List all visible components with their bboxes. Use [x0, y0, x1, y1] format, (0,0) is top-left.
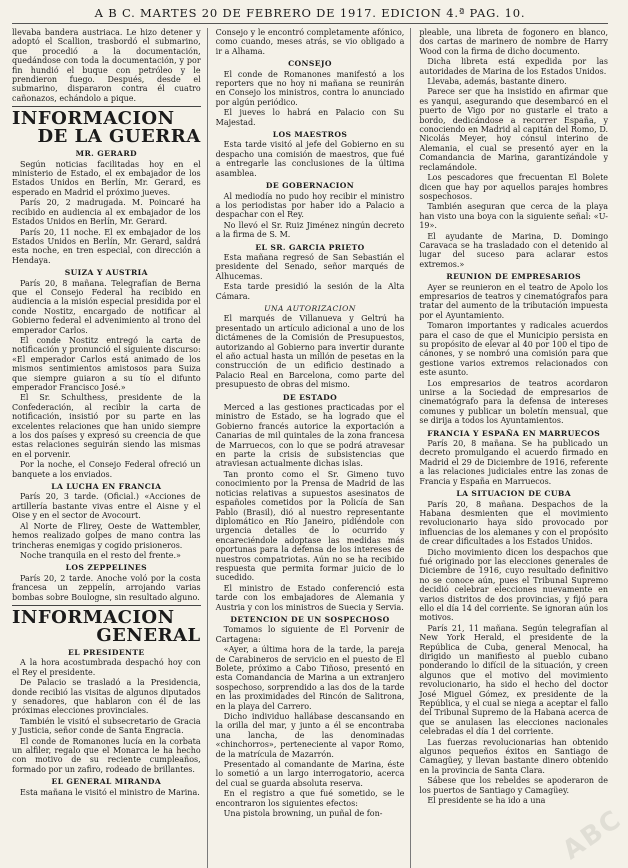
paragraph: En el registro a que fué sometido, se le encontraron los siguientes efectos: [215, 789, 405, 808]
subheading-gobernacion: DE GOBERNACION [265, 181, 355, 191]
paragraph: París 20, 8 mañana. Se ha publicado un decreto promulgando el acuerdo firmado en Madrid el 29 de Diciembre de 1916, referente a las relaciones judiciales entre las zonas de Francia y España en Marruecos. [419, 439, 609, 486]
subheading-suiza: SUIZA Y AUSTRIA [64, 268, 148, 278]
paragraph: De Palacio se trasladó a la Presidencia, donde recibió las visitas de algunos diputados y senadores, que hablaron con él de las próximas elecciones provinciales. [12, 678, 201, 716]
paragraph: Al mediodía no pudo hoy recibir el ministro a los periodistas por haber ido a Palacio a despachar con el Rey. [215, 191, 405, 220]
paragraph: Esta tarde visitó al jefe del Gobierno en su despacho una comisión de maestros, que fué a entregarle las conclusiones de la última asamblea. [215, 140, 405, 178]
subheading-garcia-prieto: EL SR. GARCIA PRIETO [255, 242, 365, 252]
subheading-francia-espana: FRANCIA Y ESPAÑA EN MARRUECOS [427, 428, 601, 438]
paragraph: Consejo y le encontró completamente afónico, como cuando, meses atrás, se vio obligado a ir a Alhama. [215, 28, 405, 56]
section-title-general-line2: GENERAL [96, 624, 201, 646]
paragraph: llevaba bandera austriaca. Le hizo detener y adoptó el Scallion, trasbordó el submarino, que procedió a la documentación, quedándose con toda la documentación, y por fin hundió el buque con petróleo y le prendieron fuego. Después, desde el submarino, dispararon contra él cuatro cañonazos, echándolo a pique. [12, 28, 201, 103]
paragraph: Al Norte de Flirey, Oeste de Wattembler, hemos realizado golpes de mano contra las trincheras enemigas y cogido prisioneros. [12, 521, 201, 550]
paragraph: pleable, una libreta de fogonero en blanco, dos cartas de marinero de nombre de Harry Wood con la firma de dicho documento. [419, 28, 609, 56]
section-title-general-line1: INFORMACION [12, 606, 175, 628]
paragraph: Esta tarde presidió la sesión de la Alta Cámara. [215, 282, 405, 301]
paragraph: El jueves lo habrá en Palacio con Su Majestad. [215, 108, 405, 127]
subheading-zeppelines: LOS ZEPPELINES [65, 563, 147, 573]
paragraph: Sábese que los rebeldes se apoderaron de los puertos de Santiago y Camagüey. [419, 776, 609, 795]
divider [12, 605, 201, 606]
section-title-guerra-line2: DE LA GUERRA [37, 126, 201, 148]
paragraph: El conde Nostitz entregó la carta de notificación y pronunció el siguiente discurso: «El emperador Carlos está animado de los mismos sentimientos amistosos para Suiza que siempre guiaron a su tío el difunto emperador Francisco José.» [12, 335, 201, 392]
subheading-maestros: LOS MAESTROS [272, 130, 348, 140]
paragraph: Dicho movimiento dicen los despachos que fué originado por las elecciones generales de Diciembre de 1916, cuyo resultado definitivo no se conoce aún, pues el Tribunal Supremo decidió celebrar elecciones nuevamente en varios distritos de dos provincias, y fijó para ello el día 14 del corriente. Se ignoran aún los motivos. [419, 547, 609, 623]
subheading-presidente: EL PRESIDENTE [68, 647, 145, 657]
subheading-consejo: CONSEJO [288, 59, 332, 69]
page-masthead: A B C. MARTES 20 DE FEBRERO DE 1917. EDICION 4.ª PAG. 10. [12, 6, 608, 24]
subheading-empresarios: REUNION DE EMPRESARIOS [446, 272, 581, 282]
article-columns [12, 28, 608, 868]
subheading-sospechoso: DETENCION DE UN SOSPECHOSO [230, 614, 390, 624]
paragraph: Las fuerzas revolucionarias han obtenido algunos pequeños éxitos en Santiago de Camagüey, y llevan bastante dinero obtenido en la provincia de Santa Clara. [419, 737, 609, 775]
paragraph: París 20, 8 mañana. Despachos de la Habana desmienten que el movimiento revolucionario haya sido provocado por influencias de los alemanes y con el propósito de crear dificultades a los Estados Unidos. [419, 499, 609, 547]
paragraph: Llevaba, además, bastante dinero. [427, 77, 567, 87]
subheading-lucha: LA LUCHA EN FRANCIA [51, 482, 162, 492]
paragraph: Una pistola browning, un puñal de fon- [223, 809, 383, 819]
paragraph: Esta mañana regresó de San Sebastián el presidente del Senado, señor marqués de Alhucemas. [215, 252, 405, 281]
paragraph: No llevó el Sr. Ruiz Jiménez ningún decreto a la firma de S. M. [215, 220, 405, 240]
paragraph: París 21, 11 mañana. Según telegrafían al New York Herald, el presidente de la República de Cuba, general Menocal, ha dirigido un manifiesto al pueblo cubano ponderando lo difícil de la situación, y creen algunos que el motivo del movimiento revolucionario, ha sido el hecho del doctor José Miguel Gómez, ex presidente de la República, y el cual se niega a aceptar el fallo del Tribunal Supremo de la Habana acerca de que se anulasen las elecciones nacionales celebradas el día 1 del corriente. [419, 623, 609, 737]
paragraph: El presidente se ha ido a una [427, 796, 546, 806]
paragraph: Parece ser que ha insistido en afirmar que es yanqui, asegurando que desembarcó en el puerto de Vigo por no gustarle el trato a bordo, dedicándose a recorrer España, y conociendo en Madrid al capitán del Romo, D. Nicolás Meyer, hoy cónsul interino de Alemania, el cual se presentó ayer en la Comandancia de Marina, garantizándole y reclamándole. [419, 87, 609, 172]
paragraph: A la hora acostumbrada despachó hoy con el Rey el presidente. [12, 658, 201, 677]
column-2 [216, 28, 412, 868]
paragraph: Presentado al comandante de Marina, éste lo sometió a un largo interrogatorio, acerca del cual se guarda absoluta reserva. [215, 760, 405, 788]
column-3 [419, 28, 608, 868]
paragraph: Tomaron importantes y radicales acuerdos para el caso de que el Municipio persista en su propósito de elevar al 40 por 100 el tipo de cánones, y se nombró una comisión para que gestione varios extremos relacionados con este asunto. [419, 321, 609, 378]
section-title-guerra-line1: INFORMACION [12, 108, 175, 130]
paragraph: El Sr. Schulthess, presidente de la Confederación, al recibir la carta de notificación, insistió por su parte en las excelentes relaciones que han unido siempre a los dos países y expresó su creencia de que estas relaciones seguirán siendo las mismas en el porvenir. [12, 393, 201, 459]
paragraph: El ayudante de Marina, D. Domingo Caravaca se ha trasladado con el detenido al lugar del suceso para aclarar estos extremos.» [419, 231, 609, 269]
paragraph: Noche tranquila en el resto del frente.» [20, 550, 181, 560]
paragraph: Dicha libreta está expedida por las autoridades de Marina de los Estados Unidos. [419, 57, 609, 76]
watermark-logo: ABC [557, 804, 628, 866]
paragraph: Esta mañana le visitó el ministro de Marina. [20, 787, 200, 797]
paragraph: París 20, 11 noche. El ex embajador de los Estados Unidos en Berlín, Mr. Gerard, saldrá esta noche, en tren especial, con dirección a Hendaya. [12, 227, 201, 265]
paragraph: París 20, 3 tarde. (Oficial.) «Acciones de artillería bastante vivas entre el Aisne y el Oise y en el sector de Avocourt. [12, 492, 201, 521]
paragraph: Tan pronto como el Sr. Gimeno tuvo conocimiento por la Prensa de Madrid de las noticias relativas a supuestos asesinatos de españoles cometidos por la Policía de San Pablo (Brasil), dió al nuestro representante diplomático en Río Janeiro, pidiéndole con urgencia detalles de lo ocurrido y encareciéndole adoptase las medidas más oportunas para la defensa de los intereses de nuestros compatriotas. Aún no se ha recibido respuesta que permita formar juicio de lo sucedido. [215, 469, 405, 583]
subheading-gerard: MR. GERARD [75, 149, 138, 159]
paragraph: París 20, 2 tarde. Anoche voló por la costa francesa un zeppelín, arrojando varias bombas sobre Boulogne, sin resultado alguno. [12, 573, 201, 602]
paragraph: El conde de Romanones manifestó a los reporters que no hoy ni mañana se reunirán en Consejo los ministros, contra lo anunciado por algún periódico. [215, 69, 405, 107]
column-1 [12, 28, 208, 868]
paragraph: El marqués de Villanueva y Geltrú ha presentado un artículo adicional a uno de los dictámenes de la Comisión de Presupuestos, autorizando al Gobierno para invertir durante el año actual hasta un millón de pesetas en la construcción de un edificio destinado a Palacio Real en Barcelona, como parte del presupuesto de obras del mismo. [215, 314, 405, 390]
subheading-miranda: EL GENERAL MIRANDA [51, 777, 162, 787]
subheading-estado: DE ESTADO [282, 392, 338, 402]
paragraph: Según noticias facilitadas hoy en el ministerio de Estado, el ex embajador de los Estados Unidos en Berlín, Mr. Gerard, es esperado en Madrid el próximo jueves. [12, 159, 201, 197]
paragraph: París 20, 2 madrugada. M. Poincaré ha recibido en audiencia al ex embajador de los Estados Unidos en Berlín, Mr. Gerard. [12, 198, 201, 227]
paragraph: Dicho individuo hallábase descansando en la orilla del mar, y junto a él se encontraba una lancha, de las denominadas «chinchorros», perteneciente al vapor Romo, de la matrícula de Mazarrón. [215, 712, 405, 759]
paragraph: El conde de Romanones lucía en la corbata un alfiler, regalo que el Monarca le ha hecho con motivo de su reciente cumpleaños, formado por un zafiro, rodeado de brillantes. [12, 736, 201, 774]
paragraph: También le visitó el subsecretario de Gracia y Justicia, señor conde de Santa Engracia. [12, 716, 201, 736]
paragraph: Merced a las gestiones practicadas por el ministro de Estado, se ha logrado que el Gobierno francés autorice la exportación a Canarias de mil quintales de la zona francesa de Marruecos, con lo que se podrá atravesar en parte la crisis de subsistencias que atraviesan actualmente dichas islas. [215, 403, 405, 469]
subheading-autorizacion: UNA AUTORIZACION [264, 303, 356, 313]
paragraph: El ministro de Estado conferenció esta tarde con los embajadores de Alemania y Austria y con los ministros de Suecia y Servia. [215, 583, 405, 612]
paragraph: Por la noche, el Consejo Federal ofreció un banquete a los enviados. [12, 460, 201, 479]
paragraph: Tomamos lo siguiente de El Porvenir de Cartagena: [215, 625, 405, 644]
paragraph: Ayer se reunieron en el teatro de Apolo los empresarios de teatros y cinematógrafos para tratar del aumento de la tributación impuesta por el Ayuntamiento. [419, 282, 609, 320]
paragraph: París 20, 8 mañana. Telegrafían de Berna que el Consejo Federal ha recibido en audiencia a la misión especial presidida por el conde Nostitz, encargado de notificar al Gobierno federal el advenimiento al trono del emperador Carlos. [12, 278, 201, 335]
paragraph: «Ayer, a última hora de la tarde, la pareja de Carabineros de servicio en el puesto de El Bolete, próximo a Cabo Tiñoso, presentó en esta Comandancia de Marina a un extranjero sospechoso, sorprendido a las dos de la tarde en las proximidades del Rincón de Salitrona, en la playa del Carrero. [215, 645, 405, 711]
paragraph: Los empresarios de teatros acordaron unirse a la Sociedad de empresarios de cinematógrafo para la defensa de intereses comunes y publicar un boletín mensual, que se dirija a todos los Ayuntamientos. [419, 378, 609, 426]
divider [12, 106, 201, 107]
subheading-cuba: LA SITUACION DE CUBA [456, 489, 571, 499]
paragraph: También aseguran que cerca de la playa han visto una boya con la siguiente señal: «U-19». [419, 202, 609, 231]
paragraph: Los pescadores que frecuentan El Bolete dicen que hay por aquellos parajes hombres sospechosos. [419, 173, 609, 201]
